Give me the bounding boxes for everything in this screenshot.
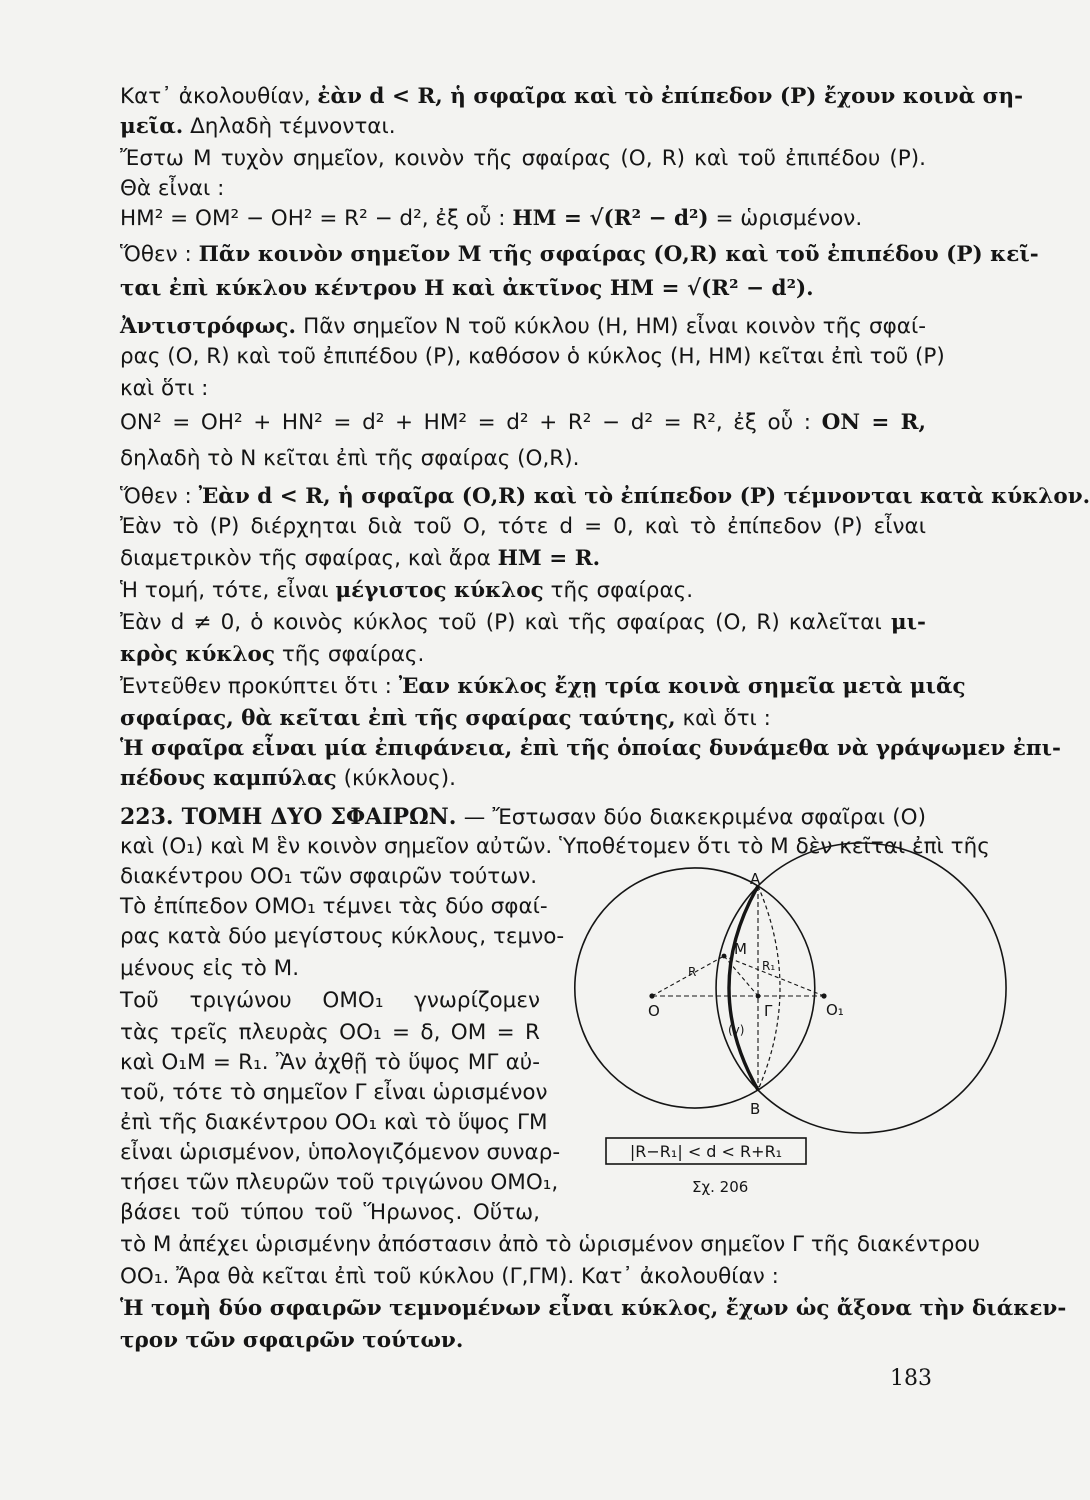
- text-line: [120, 482, 1090, 512]
- text-run: ρας (Ο, R) καὶ τοῦ ἐπιπέδου (Ρ), καθόσον ὁ κύκλος (Η, ΗΜ) κεῖται ἐπὶ τοῦ (Ρ): [120, 344, 945, 369]
- bold-text: Ἐὰν d < R, ἡ σφαῖρα (Ο,R) καὶ τὸ ἐπίπεδον (Ρ) τέμνονται κατὰ κύκλον.: [198, 484, 1090, 509]
- bold-text: ΗΜ = R.: [497, 546, 601, 571]
- text-line: [120, 1078, 548, 1108]
- text-run: τοῦ, τότε τὸ σημεῖον Γ εἶναι ὡρισμένον: [120, 1080, 548, 1105]
- text-run: (κύκλους).: [336, 766, 456, 791]
- text-run: ΟΟ₁. Ἄρα θὰ κεῖται ἐπὶ τοῦ κύκλου (Γ,ΓΜ). Κατ᾽ ἀκολουθίαν :: [120, 1264, 779, 1289]
- text-line: [120, 764, 926, 794]
- circle-o: [758, 886, 815, 1090]
- bold-text: πέδους καμπύλας: [120, 766, 337, 791]
- label-o: O: [648, 1002, 660, 1020]
- text-run: Τοῦ τριγώνου ΟΜΟ₁ γνωρίζομεν: [120, 988, 540, 1013]
- text-run: βάσει τοῦ τύπου τοῦ Ἥρωνος. Οὕτω,: [120, 1200, 540, 1225]
- bold-text: Ἡ τομὴ δύο σφαιρῶν τεμνομένων εἶναι κύκλος, ἔχων ὡς ἄξονα τὴν διάκεν-: [120, 1296, 1067, 1321]
- bold-text: ΗΜ = √(R² − d²): [512, 206, 709, 231]
- circle-o1-arc-right: [758, 843, 1006, 1133]
- text-line: [120, 204, 926, 234]
- text-line: [120, 734, 1061, 764]
- page-number: 183: [890, 1366, 932, 1391]
- text-run: Κατ᾽ ἀκολουθίαν,: [120, 84, 318, 109]
- figure-caption: Σχ. 206: [692, 1178, 749, 1196]
- text-run: — Ἔστωσαν δύο διακεκριμένα σφαῖραι (Ο): [456, 805, 926, 830]
- text-run: Ὅθεν :: [120, 484, 199, 509]
- bold-text: Ἐαν κύκλος ἔχῃ τρία κοινὰ σημεῖα μετὰ μιᾶς: [398, 674, 966, 699]
- text-line: [120, 408, 926, 438]
- figure-206: [540, 870, 844, 1212]
- text-line: [120, 274, 926, 304]
- text-run: τῆς σφαίρας.: [274, 642, 425, 667]
- text-line: [120, 312, 926, 342]
- text-line: [120, 82, 1024, 112]
- text-line: [120, 1262, 926, 1292]
- text-line: [120, 832, 990, 862]
- text-run: τῆς σφαίρας.: [543, 578, 694, 603]
- bold-text: μεῖα.: [120, 114, 184, 139]
- bold-text: Πᾶν κοινὸν σημεῖον Μ τῆς σφαίρας (Ο,R) καὶ τοῦ ἐπιπέδου (Ρ) κεῖ-: [198, 242, 1039, 267]
- text-run: Ἐὰν d ≠ 0, ὁ κοινὸς κύκλος τοῦ (Ρ) καὶ τῆς σφαίρας (Ο, R) καλεῖται: [120, 610, 891, 635]
- hidden-arc: [758, 886, 780, 1090]
- text-run: καὶ (Ο₁) καὶ Μ ἓν κοινὸν σημεῖον αὐτῶν. Ὑποθέτομεν ὅτι τὸ Μ δὲν κεῖται ἐπὶ τῆς: [120, 834, 990, 859]
- label-r: R: [688, 965, 697, 979]
- text-line: [120, 986, 540, 1016]
- text-line: [120, 1168, 559, 1198]
- label-m: M: [734, 940, 747, 958]
- text-line: [120, 640, 926, 670]
- bold-text: ἐὰν d < R, ἡ σφαῖρα καὶ τὸ ἐπίπεδον (P) ἔχουν κοινὰ ση-: [317, 84, 1024, 109]
- text-run: καὶ ὅτι :: [120, 376, 209, 401]
- text-run: Δηλαδὴ τέμνονται.: [183, 114, 396, 139]
- bold-text: κρὸς κύκλος: [120, 642, 275, 667]
- text-line: [120, 444, 926, 474]
- text-line: [120, 1138, 561, 1168]
- bold-text: μι-: [890, 610, 926, 635]
- bold-text: Ἡ σφαῖρα εἶναι μία ἐπιφάνεια, ἐπὶ τῆς ὁποίας δυνάμεθα νὰ γράψωμεν ἐπι-: [120, 736, 1061, 761]
- text-run: Ἐὰν τὸ (Ρ) διέρχηται διὰ τοῦ Ο, τότε d = 0, καὶ τὸ ἐπίπεδον (Ρ) εἶναι: [120, 514, 926, 539]
- section-heading: 223. ΤΟΜΗ ΔΥΟ ΣΦΑΙΡΩΝ.: [120, 804, 457, 830]
- label-r1: R₁: [762, 959, 776, 973]
- text-run: διαμετρικὸν τῆς σφαίρας, καὶ ἄρα: [120, 546, 498, 571]
- label-o1: O₁: [826, 1001, 844, 1019]
- text-run: καὶ Ο₁Μ = R₁. Ἂν ἀχθῇ τὸ ὕψος ΜΓ αὐ-: [120, 1050, 540, 1075]
- formula: |R−R₁| < d < R+R₁: [629, 1142, 783, 1161]
- text-run: Ἐντεῦθεν προκύπτει ὅτι :: [120, 674, 399, 699]
- text-run: εἶναι ὡρισμένον, ὑπολογιζόμενον συναρ-: [120, 1140, 561, 1165]
- text-line: [120, 174, 926, 204]
- text-run: τὰς τρεῖς πλευρὰς ΟΟ₁ = δ, ΟΜ = R: [120, 1020, 540, 1045]
- point-o: [649, 993, 654, 998]
- text-line: [120, 892, 548, 922]
- bold-text: Ἀντιστρόφως.: [120, 314, 296, 339]
- label-b: B: [750, 1100, 761, 1118]
- label-a: A: [750, 870, 761, 888]
- text-line: [120, 862, 540, 892]
- text-line: [120, 1048, 540, 1078]
- text-line: [120, 374, 926, 404]
- text-run: ΟΝ² = ΟΗ² + ΗΝ² = d² + ΗΜ² = d² + R² − d² = R², ἐξ οὗ :: [120, 410, 822, 435]
- text-line: [120, 1108, 548, 1138]
- text-run: Ὅθεν :: [120, 242, 199, 267]
- text-line: [120, 544, 926, 574]
- text-line: [120, 112, 926, 142]
- text-run: = ὡρισμένον.: [708, 206, 863, 231]
- text-run: μένους εἰς τὸ Μ.: [120, 956, 300, 981]
- label-gamma: Γ: [764, 1002, 773, 1020]
- text-run: ΗΜ² = ΟΜ² − ΟΗ² = R² − d², ἐξ οὗ :: [120, 206, 513, 231]
- text-run: ρας κατὰ δύο μεγίστους κύκλους, τεμνο-: [120, 924, 565, 949]
- text-run: τὸ Μ ἀπέχει ὡρισμένην ἀπόστασιν ἀπὸ τὸ ὡρισμένον σημεῖον Γ τῆς διακέντρου: [120, 1232, 980, 1257]
- text-line: [120, 1326, 926, 1356]
- text-line: [120, 1230, 980, 1260]
- bold-text: ΟΝ = R,: [821, 410, 927, 435]
- intersection-circle-gamma: [729, 886, 758, 1090]
- text-run: ἐπὶ τῆς διακέντρου ΟΟ₁ καὶ τὸ ὕψος ΓΜ: [120, 1110, 548, 1135]
- text-line: [120, 1018, 540, 1048]
- text-line: [120, 704, 926, 734]
- point-m: [722, 954, 727, 959]
- text-line: [120, 922, 565, 952]
- text-line: [120, 342, 945, 372]
- text-run: Τὸ ἐπίπεδον ΟΜΟ₁ τέμνει τὰς δύο σφαί-: [120, 894, 548, 919]
- text-line: [120, 672, 966, 702]
- text-line: [120, 240, 1039, 270]
- bold-text: μέγιστος κύκλος: [335, 578, 544, 603]
- text-run: Θὰ εἶναι :: [120, 176, 225, 201]
- point-gamma: [756, 994, 761, 999]
- text-run: διακέντρου ΟΟ₁ τῶν σφαιρῶν τούτων.: [120, 864, 538, 889]
- bold-text: σφαίρας, θὰ κεῖται ἐπὶ τῆς σφαίρας ταύτης,: [120, 706, 676, 731]
- text-run: δηλαδὴ τὸ Ν κεῖται ἐπὶ τῆς σφαίρας (Ο,R).: [120, 446, 580, 471]
- label-gamma-circle: (γ): [728, 1023, 745, 1037]
- text-run: Ἔστω Μ τυχὸν σημεῖον, κοινὸν τῆς σφαίρας (Ο, R) καὶ τοῦ ἐπιπέδου (Ρ).: [120, 146, 926, 171]
- text-run: τήσει τῶν πλευρῶν τοῦ τριγώνου ΟΜΟ₁,: [120, 1170, 559, 1195]
- text-run: καὶ ὅτι :: [675, 706, 771, 731]
- text-line: [120, 576, 926, 606]
- text-line: [120, 802, 926, 833]
- text-line: [120, 144, 926, 174]
- text-line: [120, 512, 926, 542]
- bold-text: ται ἐπὶ κύκλου κέντρου Η καὶ ἀκτῖνος ΗΜ = √(R² − d²).: [120, 276, 814, 301]
- text-line: [120, 1198, 540, 1228]
- text-line: [120, 954, 540, 984]
- text-run: Ἡ τομή, τότε, εἶναι: [120, 578, 336, 603]
- text-run: Πᾶν σημεῖον Ν τοῦ κύκλου (Η, ΗΜ) εἶναι κοινὸν τῆς σφαί-: [295, 314, 926, 339]
- text-line: [120, 1294, 1067, 1324]
- bold-text: τρον τῶν σφαιρῶν τούτων.: [120, 1328, 464, 1353]
- point-o1: [821, 993, 826, 998]
- text-line: [120, 608, 926, 638]
